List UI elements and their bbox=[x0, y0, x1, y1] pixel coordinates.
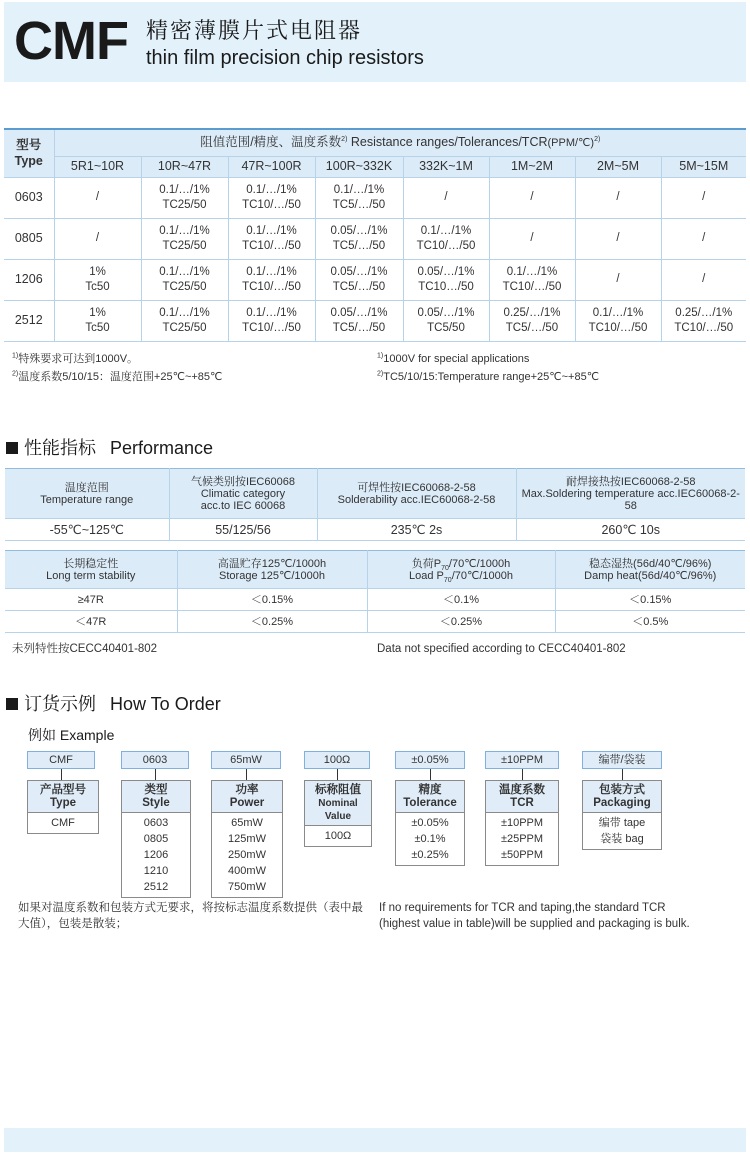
cell-line: TC10/…/50 bbox=[588, 321, 648, 334]
cell-line: / bbox=[95, 232, 100, 244]
option-item: 1210 bbox=[143, 865, 169, 877]
order-field-options bbox=[305, 826, 371, 846]
cell-line: 0.1/…/1% bbox=[159, 306, 210, 319]
table-cell bbox=[489, 218, 575, 259]
cell-line: TC5/50 bbox=[427, 321, 465, 334]
cell-line: TC25/50 bbox=[162, 280, 207, 293]
perf-value-temperature: -55℃~125℃ bbox=[5, 519, 169, 541]
cell-line: TC10…/50 bbox=[418, 280, 474, 293]
order-field-header bbox=[486, 781, 558, 813]
option-item: CMF bbox=[51, 817, 75, 829]
header-line: Max.Soldering temperature acc.IEC60068-2-58 bbox=[521, 487, 740, 512]
header-line: Temperature range bbox=[40, 493, 134, 506]
range-col-header: 1M~2M bbox=[489, 156, 575, 177]
connector-line bbox=[337, 769, 338, 780]
order-field-options bbox=[122, 813, 190, 897]
header-part: /70℃/1000h bbox=[448, 557, 511, 570]
title-chinese: 精密薄膜片式电阻器 bbox=[146, 19, 363, 44]
cell-line: 1% bbox=[89, 265, 106, 278]
cell-line: 0.1/…/1% bbox=[333, 183, 385, 196]
option-item: ±0.25% bbox=[411, 849, 449, 861]
cell-line: / bbox=[530, 191, 534, 203]
range-header-cn: 阻值范围/精度、温度系数 bbox=[200, 134, 342, 149]
cell-line: 0.1/…/1% bbox=[159, 224, 210, 237]
product-logo: CMF bbox=[14, 11, 128, 71]
range-header-unit: (PPM/℃) bbox=[547, 136, 595, 149]
header-line: 长期稳定性 bbox=[63, 557, 119, 570]
order-field-header bbox=[396, 781, 464, 813]
cell-line: 0.25/…/1% bbox=[675, 306, 733, 319]
stability-cell: ＜0.15% bbox=[177, 589, 367, 611]
cell-line: 0.1/…/1% bbox=[246, 183, 297, 196]
cell-line: Tc50 bbox=[85, 280, 110, 293]
connector-line bbox=[155, 769, 156, 780]
order-code-box: 0603 bbox=[121, 751, 189, 769]
stability-cell: ＜0.5% bbox=[555, 611, 745, 633]
table-cell bbox=[575, 300, 661, 341]
type-header bbox=[4, 129, 54, 177]
perf-header-solderability bbox=[317, 469, 516, 519]
performance-title-en: Performance bbox=[110, 438, 214, 458]
option-item: 100Ω bbox=[324, 830, 352, 842]
footnote-line: 大值），包装是散装； bbox=[18, 918, 128, 930]
field-name-cn: 产品型号 bbox=[40, 784, 86, 796]
order-code-box: ±0.05% bbox=[395, 751, 465, 769]
cell-line: 1% bbox=[89, 306, 106, 319]
note-en-2 bbox=[377, 370, 599, 384]
option-item: ±50PPM bbox=[500, 849, 544, 861]
header-line: 温度范围 bbox=[64, 481, 109, 494]
example-label: 例如 Example bbox=[28, 727, 115, 743]
cell-line: TC25/50 bbox=[162, 198, 207, 211]
cell-line: TC25/50 bbox=[162, 239, 207, 252]
header-line: Climatic category bbox=[200, 487, 286, 500]
field-name-en: TCR bbox=[510, 797, 534, 809]
field-name-en: Power bbox=[229, 797, 265, 809]
cell-line: 0.1/…/1% bbox=[592, 306, 644, 319]
table-cell bbox=[403, 259, 489, 300]
table-cell bbox=[489, 177, 575, 218]
connector-line bbox=[522, 769, 523, 780]
field-name-en: Style bbox=[142, 797, 170, 809]
field-name-cn: 功率 bbox=[235, 784, 259, 796]
range-header bbox=[54, 129, 746, 156]
option-item: 0603 bbox=[143, 817, 169, 829]
cell-line: TC10/…/50 bbox=[242, 321, 301, 334]
cell-line: 0.1/…/1% bbox=[420, 224, 472, 237]
range-col-header: 47R~100R bbox=[228, 156, 315, 177]
cell-line: / bbox=[616, 273, 620, 285]
connector-line bbox=[246, 769, 247, 780]
order-footnote-en bbox=[379, 900, 739, 932]
perf-note-en: Data not specified according to CECC40401-802 bbox=[377, 643, 626, 655]
storage-header bbox=[177, 551, 367, 589]
title-english: thin film precision chip resistors bbox=[146, 47, 424, 69]
footer-band bbox=[4, 1128, 746, 1152]
field-name-cn: 温度系数 bbox=[499, 784, 545, 796]
note-sup: 2) bbox=[377, 370, 384, 378]
order-code-box: ±10PPM bbox=[485, 751, 559, 769]
field-name-en: Tolerance bbox=[403, 797, 457, 809]
cell-line: 0.1/…/1% bbox=[159, 265, 210, 278]
range-header-sup2: 2) bbox=[594, 135, 601, 143]
performance-table-1 bbox=[5, 468, 745, 541]
option-item: ±0.1% bbox=[414, 833, 446, 845]
footnote-line: (highest value in table)will be supplied and packaging is bulk. bbox=[379, 918, 690, 930]
cell-line: / bbox=[702, 232, 706, 244]
option-item: 250mW bbox=[228, 849, 266, 861]
table-row bbox=[4, 259, 746, 300]
field-name-cn: 包装方式 bbox=[599, 784, 645, 796]
order-field-options bbox=[486, 813, 558, 865]
range-col-header: 5M~15M bbox=[661, 156, 746, 177]
header-line: 稳态湿热(56d/40℃/96%) bbox=[589, 557, 712, 570]
stability-cell: ＜0.25% bbox=[367, 611, 555, 633]
table-row bbox=[4, 300, 746, 341]
cell-line: 0.05/…/1% bbox=[417, 265, 475, 278]
cell-line: / bbox=[702, 273, 706, 285]
stability-cell: ＜0.15% bbox=[555, 589, 745, 611]
order-code-box: 编带/袋装 bbox=[582, 751, 662, 769]
order-field-options bbox=[396, 813, 464, 865]
cell-line: TC10/…/50 bbox=[502, 280, 562, 293]
table-cell bbox=[661, 218, 746, 259]
stability-cell: ＜47R bbox=[5, 611, 177, 633]
option-item: 0805 bbox=[143, 833, 169, 845]
order-field-column bbox=[485, 780, 559, 866]
stability-header bbox=[5, 551, 177, 589]
table-cell bbox=[315, 177, 403, 218]
perf-note-cn: 未列特性按CECC40401-802 bbox=[12, 643, 158, 655]
cell-line: / bbox=[616, 191, 620, 203]
cell-line: 0.05/…/1% bbox=[330, 265, 388, 278]
table-cell bbox=[141, 177, 228, 218]
cell-line: TC25/50 bbox=[162, 321, 207, 334]
damp-heat-header bbox=[555, 551, 745, 589]
field-name-en: Packaging bbox=[593, 797, 651, 809]
cell-line: TC10/…/50 bbox=[242, 239, 301, 252]
cell-line: / bbox=[444, 191, 448, 203]
table-cell bbox=[54, 177, 141, 218]
cell-line: TC10/…/50 bbox=[242, 198, 301, 211]
header-part: Load P bbox=[409, 569, 444, 582]
resistance-range-table bbox=[4, 128, 746, 342]
table-cell bbox=[54, 218, 141, 259]
order-title-cn: 订货示例 bbox=[24, 694, 96, 714]
cell-line: TC5/…/50 bbox=[332, 198, 386, 211]
note-text: TC5/10/15:Temperature range+25℃~+85℃ bbox=[383, 371, 600, 383]
cell-line: / bbox=[95, 191, 100, 203]
order-section-title bbox=[6, 694, 221, 714]
cell-line: 0.1/…/1% bbox=[506, 265, 558, 278]
header-line: Long term stability bbox=[46, 569, 136, 582]
table-cell bbox=[315, 259, 403, 300]
note-cn-1 bbox=[12, 352, 138, 366]
table-cell bbox=[315, 218, 403, 259]
connector-line bbox=[61, 769, 62, 780]
cell-line: TC5/…/50 bbox=[332, 280, 386, 293]
header-part: /70℃/1000h bbox=[451, 569, 513, 582]
order-field-options bbox=[212, 813, 282, 897]
cell-line: 0.05/…/1% bbox=[330, 224, 388, 237]
range-col-header: 100R~332K bbox=[315, 156, 403, 177]
cell-line: / bbox=[702, 191, 706, 203]
option-item: 2512 bbox=[143, 881, 169, 893]
table-cell bbox=[403, 177, 489, 218]
square-bullet-icon bbox=[6, 442, 18, 454]
table-cell bbox=[54, 300, 141, 341]
order-title-en: How To Order bbox=[110, 694, 221, 714]
header-line: 耐焊接热按IEC60068-2-58 bbox=[565, 475, 696, 488]
cell-line: TC5/…/50 bbox=[505, 321, 559, 334]
table-cell bbox=[403, 300, 489, 341]
range-header-sup: 2) bbox=[341, 135, 348, 143]
order-field-options bbox=[583, 813, 661, 849]
table-cell bbox=[575, 259, 661, 300]
perf-value-climatic: 55/125/56 bbox=[169, 519, 317, 541]
note-sup: 1) bbox=[12, 352, 19, 360]
table-row bbox=[4, 177, 746, 218]
note-text: 特殊要求可达到1000V。 bbox=[18, 353, 139, 365]
field-name-cn: 类型 bbox=[144, 784, 168, 796]
header-sub: 70 bbox=[441, 564, 449, 572]
order-code-box: 100Ω bbox=[304, 751, 370, 769]
range-col-header: 5R1~10R bbox=[54, 156, 141, 177]
table-cell bbox=[575, 177, 661, 218]
table-cell bbox=[489, 300, 575, 341]
option-item: 袋装 bag bbox=[600, 833, 644, 845]
table-cell bbox=[489, 259, 575, 300]
option-item: 编带 tape bbox=[598, 817, 646, 829]
header-line: 气候类别按IEC60068 bbox=[191, 475, 295, 488]
perf-header-soldering-temp bbox=[516, 469, 745, 519]
order-field-column bbox=[395, 780, 465, 866]
table-cell bbox=[315, 300, 403, 341]
header-line bbox=[368, 570, 555, 582]
order-field-column bbox=[121, 780, 191, 898]
table-cell bbox=[661, 300, 746, 341]
table-cell bbox=[141, 218, 228, 259]
option-item: ±0.05% bbox=[411, 817, 449, 829]
cell-line: TC10/…/50 bbox=[416, 239, 476, 252]
cell-line: 0.25/…/1% bbox=[503, 306, 561, 319]
option-item: 65mW bbox=[231, 817, 263, 829]
table-cell bbox=[228, 300, 315, 341]
order-code-box: CMF bbox=[27, 751, 95, 769]
cell-line: 0.1/…/1% bbox=[246, 265, 297, 278]
order-field-column bbox=[304, 780, 372, 847]
order-field-options bbox=[28, 813, 98, 833]
type-header-cn: 型号 bbox=[16, 138, 42, 153]
note-cn-2 bbox=[12, 370, 222, 384]
field-name-en: Nominal Value bbox=[318, 798, 358, 822]
note-sup: 1) bbox=[377, 352, 384, 360]
performance-section-title bbox=[6, 438, 213, 458]
stability-cell: ＜0.25% bbox=[177, 611, 367, 633]
note-en-1 bbox=[377, 352, 529, 366]
cell-line: TC10/…/50 bbox=[242, 280, 301, 293]
option-item: ±25PPM bbox=[500, 833, 544, 845]
order-field-header bbox=[28, 781, 98, 813]
footnote-line: 如果对温度系数和包装方式无要求，将按标志温度系数提供（表中最 bbox=[18, 902, 363, 914]
field-name-cn: 精度 bbox=[418, 784, 442, 796]
cell-line: 0.1/…/1% bbox=[246, 306, 297, 319]
perf-value-soldering-temp: 260℃ 10s bbox=[516, 519, 745, 541]
table-cell bbox=[54, 259, 141, 300]
option-item: ±10PPM bbox=[500, 817, 544, 829]
performance-title-cn: 性能指标 bbox=[24, 438, 96, 458]
perf-header-climatic bbox=[169, 469, 317, 519]
header-sub: 70 bbox=[443, 576, 452, 584]
cell-line: 0.05/…/1% bbox=[417, 306, 475, 319]
field-name-cn: 标称阻值 bbox=[315, 784, 361, 796]
order-field-column bbox=[211, 780, 283, 898]
order-field-column bbox=[27, 780, 99, 834]
table-row bbox=[4, 218, 746, 259]
connector-line bbox=[430, 769, 431, 780]
table-cell bbox=[141, 259, 228, 300]
field-name-en: Type bbox=[50, 797, 76, 809]
header-line: Solderability acc.IEC60068-2-58 bbox=[337, 493, 496, 506]
order-footnote-cn bbox=[18, 900, 368, 932]
footnote-line: If no requirements for TCR and taping,the standard TCR bbox=[379, 902, 666, 914]
cell-line: Tc50 bbox=[85, 321, 110, 334]
note-sup: 2) bbox=[12, 370, 19, 378]
table-cell bbox=[403, 218, 489, 259]
range-col-header: 332K~1M bbox=[403, 156, 489, 177]
option-item: 400mW bbox=[228, 865, 266, 877]
option-item: 125mW bbox=[228, 833, 266, 845]
table-cell bbox=[575, 218, 661, 259]
range-header-en: Resistance ranges/Tolerances/TCR bbox=[347, 134, 548, 149]
row-type-label: 1206 bbox=[4, 259, 54, 300]
order-field-header bbox=[583, 781, 661, 813]
note-text: 温度系数5/10/15：温度范围+25℃~+85℃ bbox=[18, 371, 223, 383]
performance-table-2 bbox=[5, 550, 745, 633]
cell-line: TC10/…/50 bbox=[674, 321, 734, 334]
header-line: 高温贮存125℃/1000h bbox=[217, 557, 327, 570]
note-text: 1000V for special applications bbox=[383, 353, 530, 365]
header-line: acc.to IEC 60068 bbox=[200, 499, 286, 512]
row-type-label: 0805 bbox=[4, 218, 54, 259]
cell-line: 0.1/…/1% bbox=[246, 224, 297, 237]
order-field-header bbox=[212, 781, 282, 813]
range-col-header: 2M~5M bbox=[575, 156, 661, 177]
header-line: Damp heat(56d/40℃/96%) bbox=[584, 569, 717, 582]
type-header-en: Type bbox=[14, 154, 43, 169]
header-line: Storage 125℃/1000h bbox=[219, 569, 325, 582]
perf-header-temperature bbox=[5, 469, 169, 519]
range-col-header: 10R~47R bbox=[141, 156, 228, 177]
cell-line: / bbox=[616, 232, 620, 244]
square-bullet-icon bbox=[6, 698, 18, 710]
cell-line: TC5/…/50 bbox=[332, 239, 386, 252]
header-part: 负荷P bbox=[411, 557, 442, 570]
order-field-header bbox=[122, 781, 190, 813]
load-header bbox=[367, 551, 555, 589]
order-field-column bbox=[582, 780, 662, 850]
header-line bbox=[368, 558, 555, 570]
cell-line: 0.05/…/1% bbox=[330, 306, 388, 319]
cell-line: TC5/…/50 bbox=[332, 321, 386, 334]
header-line: 可焊性按IEC60068-2-58 bbox=[357, 481, 476, 494]
perf-value-solderability: 235℃ 2s bbox=[317, 519, 516, 541]
cell-line: 0.1/…/1% bbox=[159, 183, 210, 196]
option-item: 1206 bbox=[143, 849, 169, 861]
order-field-header bbox=[305, 781, 371, 826]
table-cell bbox=[141, 300, 228, 341]
row-type-label: 0603 bbox=[4, 177, 54, 218]
cell-line: / bbox=[530, 232, 534, 244]
connector-line bbox=[622, 769, 623, 780]
table-cell bbox=[661, 177, 746, 218]
row-type-label: 2512 bbox=[4, 300, 54, 341]
table-cell bbox=[661, 259, 746, 300]
table-cell bbox=[228, 218, 315, 259]
stability-cell: ≥47R bbox=[5, 589, 177, 611]
table-cell bbox=[228, 177, 315, 218]
option-item: 750mW bbox=[228, 881, 266, 893]
stability-cell: ＜0.1% bbox=[367, 589, 555, 611]
order-code-box: 65mW bbox=[211, 751, 281, 769]
table-cell bbox=[228, 259, 315, 300]
